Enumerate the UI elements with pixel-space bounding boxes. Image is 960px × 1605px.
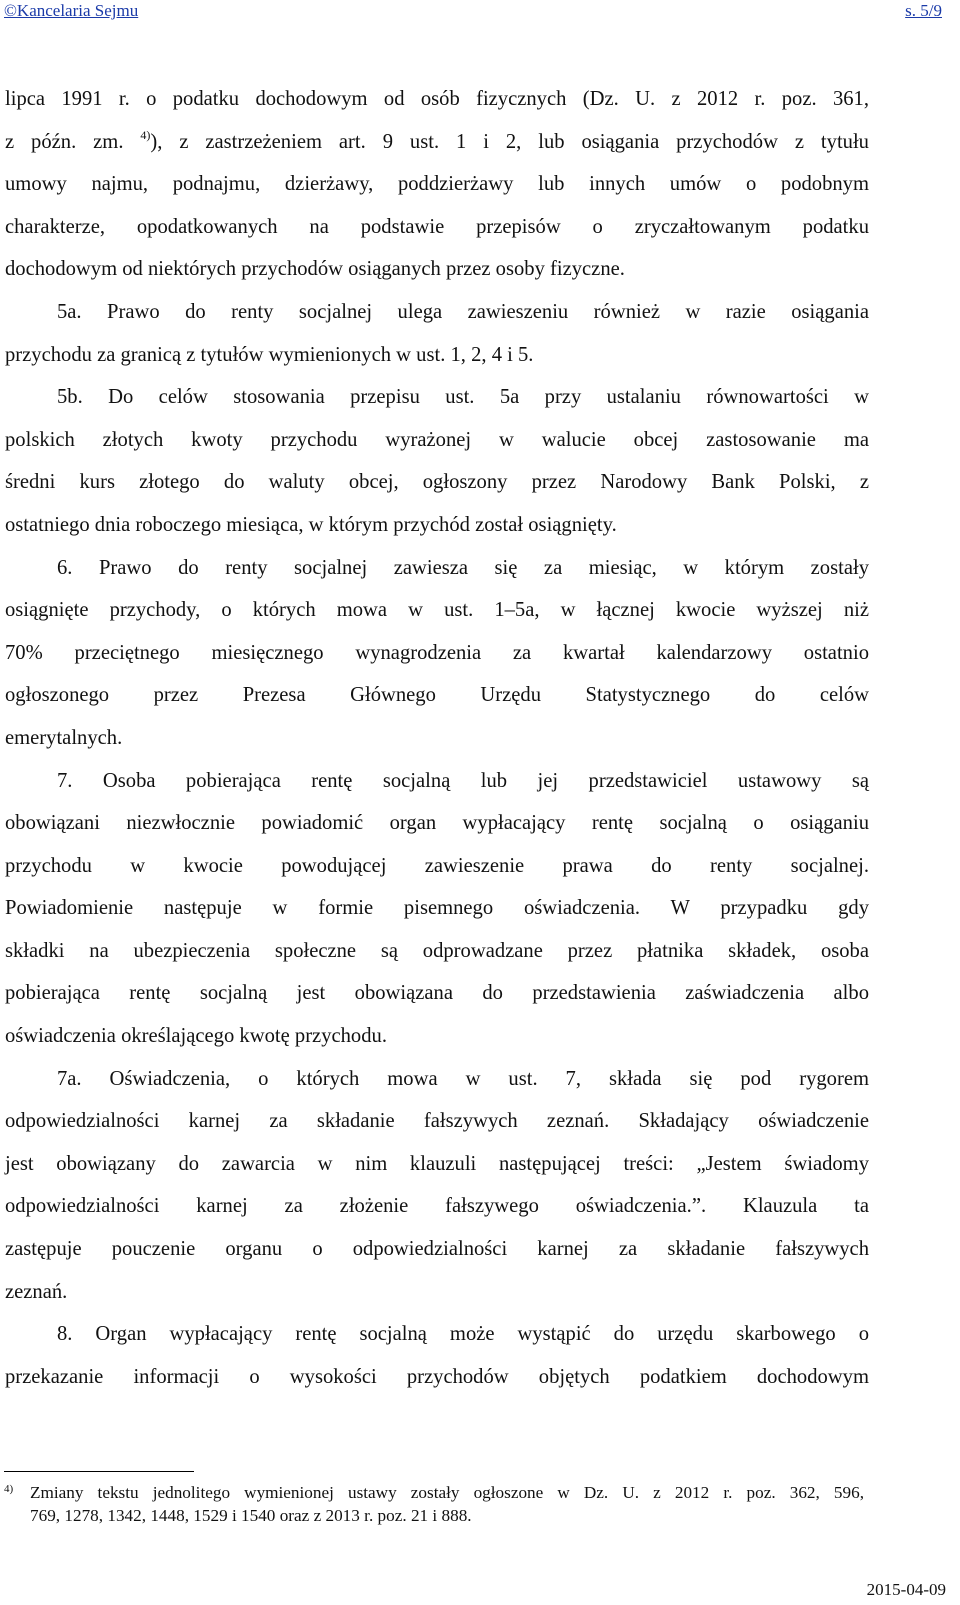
text-line: odpowiedzialności karnej za składanie fałszywych zeznań. Składający oświadczenie: [5, 1110, 869, 1133]
paragraph-continued: [5, 78, 869, 291]
text-line: oświadczenia określającego kwotę przychodu.: [5, 1025, 387, 1048]
text-line: ogłoszonego przez Prezesa Głównego Urzędu Statystycznego do celów: [5, 684, 869, 707]
text-line: osiągnięte przychody, o których mowa w ust. 1–5a, w łącznej kwocie wyższej niż: [5, 599, 869, 622]
text-line: zastępuje pouczenie organu o odpowiedzialności karnej za składanie fałszywych: [5, 1238, 869, 1261]
text-line: 70% przeciętnego miesięcznego wynagrodzenia za kwartał kalendarzowy ostatnio: [5, 641, 869, 664]
text-line: obowiązani niezwłocznie powiadomić organ wypłacający rentę socjalną o osiąganiu: [5, 812, 869, 835]
text-line: lipca 1991 r. o podatku dochodowym od osób fizycznych (Dz. U. z 2012 r. poz. 361,: [5, 88, 869, 110]
text-line: charakterze, opodatkowanych na podstawie przepisów o zryczałtowanym podatku: [5, 215, 869, 238]
paragraph-8: [5, 1313, 869, 1398]
text-line: 6. Prawo do renty socjalnej zawiesza się za miesiąc, w którym zostały: [57, 556, 869, 579]
text-line: 8. Organ wypłacający rentę socjalną może wystąpić do urzędu skarbowego o: [57, 1323, 869, 1346]
text-line: jest obowiązany do zawarcia w nim klauzuli następującej treści: „Jestem świadomy: [5, 1152, 869, 1175]
page-number-link[interactable]: s. 5/9: [905, 1, 942, 20]
text-line: odpowiedzialności karnej za złożenie fałszywego oświadczenia.”. Klauzula ta: [5, 1195, 869, 1218]
text-line: 5a. Prawo do renty socjalnej ulega zawieszeniu również w razie osiągania: [57, 300, 869, 323]
footnote-text-line: 769, 1278, 1342, 1448, 1529 i 1540 oraz z 2013 r. poz. 21 i 888.: [30, 1506, 472, 1525]
text-line: polskich złotych kwoty przychodu wyrażonej w walucie obcej zastosowanie ma: [5, 428, 869, 451]
source-link[interactable]: ©Kancelaria Sejmu: [4, 1, 139, 20]
footnote: [4, 1481, 864, 1527]
document-date: 2015-04-09: [866, 1580, 946, 1599]
text-line: 7a. Oświadczenia, o których mowa w ust. 7, składa się pod rygorem: [57, 1067, 869, 1090]
text-line: przychodu za granicą z tytułów wymienionych w ust. 1, 2, 4 i 5.: [5, 343, 534, 366]
text-line: 5b. Do celów stosowania przepisu ust. 5a przy ustalaniu równowartości w: [57, 386, 869, 409]
page-header: [4, 0, 942, 22]
text-line: emerytalnych.: [5, 726, 123, 749]
text-line: przychodu w kwocie powodującej zawieszenie prawa do renty socjalnej.: [5, 854, 869, 877]
footnote-separator: [4, 1471, 194, 1472]
footnote-ref[interactable]: 4): [140, 127, 151, 142]
text-line: dochodowym od niektórych przychodów osiąganych przez osoby fizyczne.: [5, 258, 625, 281]
footnote-mark: 4): [4, 1483, 14, 1495]
text-line: Powiadomienie następuje w formie pisemnego oświadczenia. W przypadku gdy: [5, 897, 869, 920]
text-line: zeznań.: [5, 1280, 68, 1303]
text-line: umowy najmu, podnajmu, dzierżawy, poddzierżawy lub innych umów o podobnym: [5, 173, 869, 196]
paragraph-5b: [5, 376, 869, 546]
text-line: składki na ubezpieczenia społeczne są odprowadzane przez płatnika składek, osoba: [5, 939, 869, 962]
paragraph-5a: [5, 291, 869, 376]
text-line: 7. Osoba pobierająca rentę socjalną lub jej przedstawiciel ustawowy są: [57, 769, 869, 792]
paragraph-7a: [5, 1058, 869, 1314]
footnote-text-line: Zmiany tekstu jednolitego wymienionej ustawy zostały ogłoszone w Dz. U. z 2012 r. poz. 362, 596,: [30, 1483, 864, 1502]
text-line: pobierająca rentę socjalną jest obowiązana do przedstawienia zaświadczenia albo: [5, 982, 869, 1005]
text-line: ostatniego dnia roboczego miesiąca, w którym przychód został osiągnięty.: [5, 513, 617, 536]
text-line: z późn. zm. $^{4)}$), z zastrzeżeniem art. 9 ust. 1 i 2, lub osiągania przychodów z tytułu: [5, 127, 869, 153]
paragraph-7: [5, 760, 869, 1058]
text-line: przekazanie informacji o wysokości przychodów objętych podatkiem dochodowym: [5, 1365, 869, 1388]
text-line: średni kurs złotego do waluty obcej, ogłoszony przez Narodowy Bank Polski, z: [5, 471, 869, 494]
paragraph-6: [5, 547, 869, 760]
document-body: [5, 78, 869, 1398]
